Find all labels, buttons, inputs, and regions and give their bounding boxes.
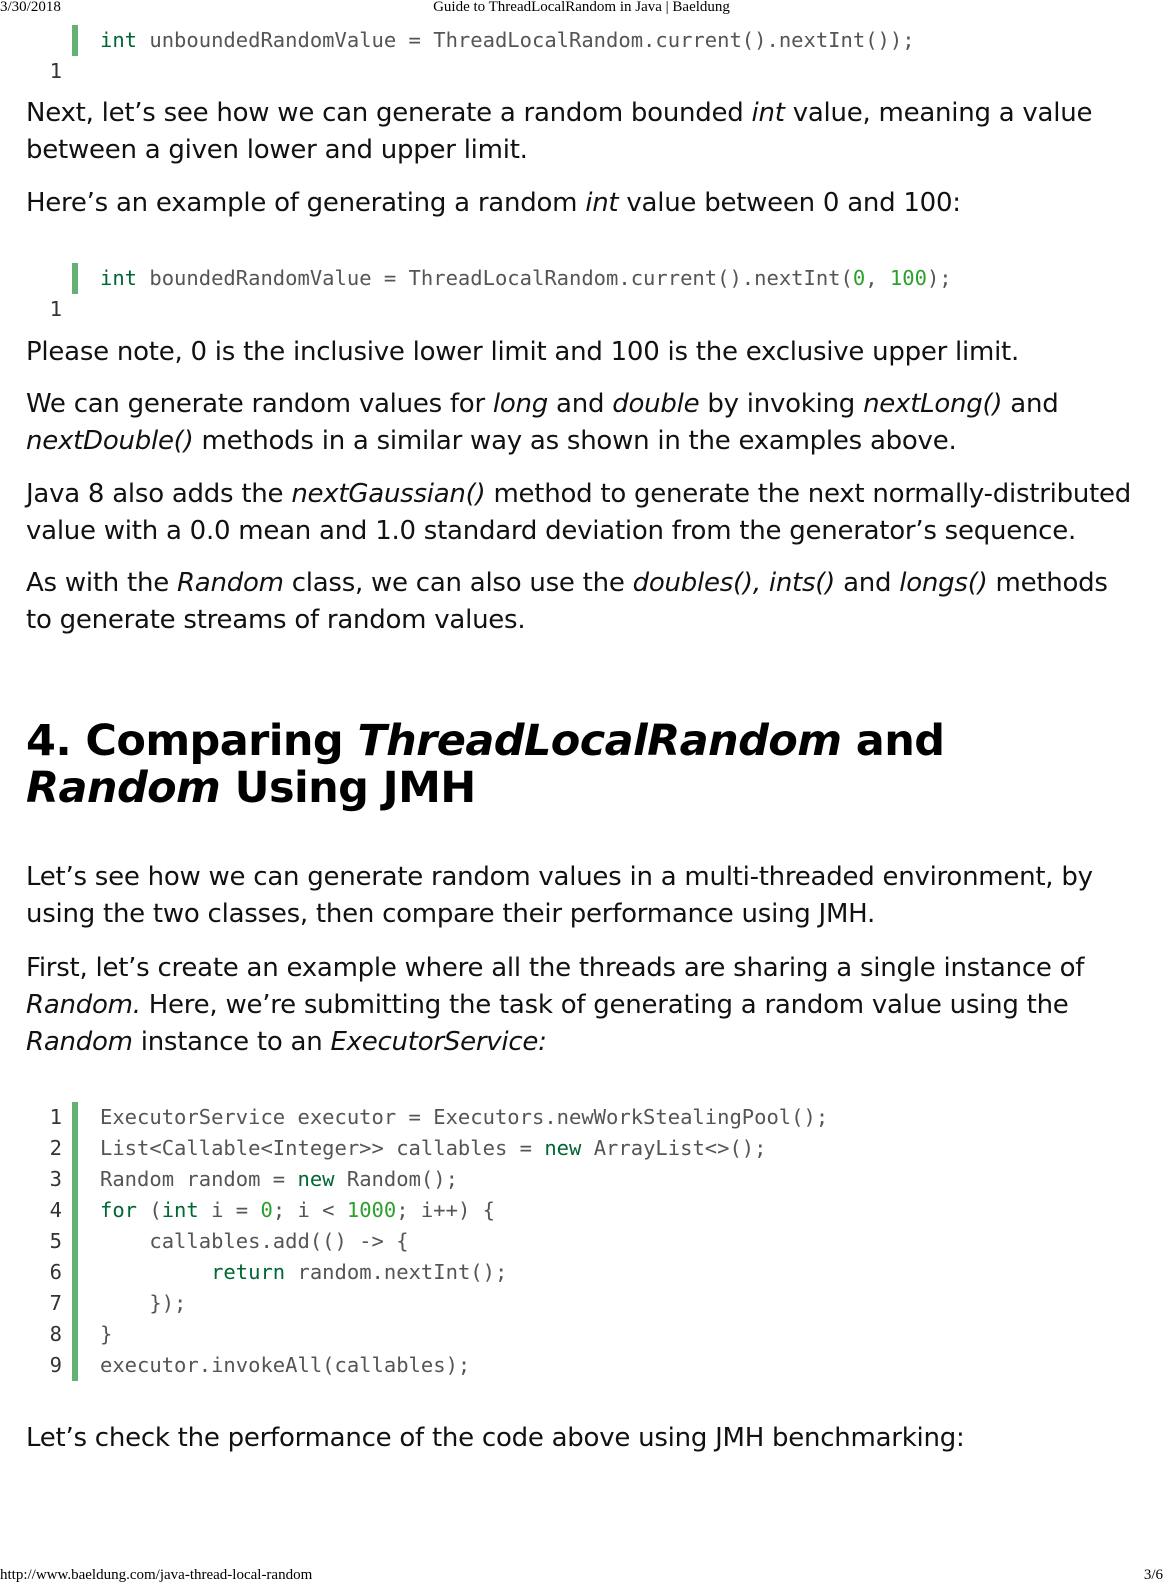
code-gutter-bar [72,1226,78,1257]
emphasis-text: Random [26,1027,133,1057]
code-text [100,1164,458,1195]
text-run: and [1002,389,1059,419]
code-number: 0 [260,1198,273,1222]
print-date: 3/30/2018 [0,0,61,15]
code-gutter-bar [72,1133,78,1164]
line-number: 1 [49,297,62,321]
paragraph-limits-note [26,334,1136,371]
code-token: List<Callable<Integer>> callables = [100,1136,545,1160]
code-gutter-bar [72,1288,78,1319]
text-run: methods in a similar way as shown in the examples above. [193,426,957,456]
code-line [26,1164,1136,1195]
code-block-bounded [26,263,1136,321]
code-token: executor.invokeAll(callables); [100,1353,471,1377]
line-number: 2 [49,1136,62,1160]
text-run: Let’s check the performance of the code above using JMH benchmarking: [26,1423,965,1453]
line-number: 1 [49,59,62,83]
code-line [26,263,1136,321]
text-run: Next, let’s see how we can generate a random bounded [26,98,752,128]
code-number: 100 [889,266,927,290]
emphasis-text: long [492,389,549,419]
code-token: Random(); [334,1167,458,1191]
paragraph-streams [26,565,1136,639]
code-gutter-bar [72,1350,78,1381]
code-token: ; i++) { [396,1198,495,1222]
code-keyword: int [100,28,138,52]
code-gutter-bar [72,1257,78,1288]
paragraph-multithreaded [26,859,1136,933]
text-run: method to generate the next normally-distributed value with a 0.0 mean and 1.0 standard deviation from the generator’s sequence. [26,479,1132,546]
code-keyword: for [100,1198,138,1222]
code-gutter-bar [72,263,78,294]
code-line [26,1319,1136,1350]
emphasis-text: ThreadLocalRandom [357,716,842,766]
emphasis-text: nextDouble() [26,426,194,456]
print-footer [0,1566,1163,1584]
line-number: 9 [49,1353,62,1377]
code-text [100,1133,767,1164]
code-line [26,1226,1136,1257]
text-run: Here, we’re submitting the task of generating a random value using the [140,990,1069,1020]
code-line [26,1350,1136,1381]
code-token: Random random = [100,1167,298,1191]
code-block-executor [26,1102,1136,1381]
text-run: by invoking [699,389,864,419]
code-gutter-bar [72,1102,78,1133]
text-run: value between 0 and 100: [618,188,961,218]
text-run: Java 8 also adds the [26,479,292,509]
code-token: }); [100,1291,187,1315]
emphasis-text: nextGaussian() [291,479,486,509]
print-header [0,0,1163,16]
code-token: boundedRandomValue = ThreadLocalRandom.current().nextInt( [137,266,853,290]
text-run: instance to an [132,1027,331,1057]
code-token: ArrayList<>(); [581,1136,767,1160]
text-run: Using JMH [220,763,476,813]
emphasis-text: double [612,389,700,419]
text-run: Please note, 0 is the inclusive lower limit and 100 is the exclusive upper limit. [26,337,1020,367]
code-text [100,1288,186,1319]
code-keyword: return [211,1260,286,1284]
emphasis-text: Random. [26,990,141,1020]
text-run: Here’s an example of generating a random [26,188,586,218]
emphasis-text: doubles(), ints() [632,568,836,598]
code-gutter-bar [72,25,78,56]
line-number: 1 [49,1105,62,1129]
code-token: ( [137,1198,162,1222]
paragraph-bounded-intro [26,95,1136,169]
code-token: ExecutorService executor = Executors.newWorkStealingPool(); [100,1105,829,1129]
code-line [26,1102,1136,1133]
emphasis-text: ExecutorService: [330,1027,547,1057]
code-text [100,25,915,56]
section-heading-comparing [26,718,1136,812]
line-number: 8 [49,1322,62,1346]
code-keyword: int [100,266,138,290]
code-text [100,1257,507,1288]
code-token: ; i < [272,1198,347,1222]
line-number: 4 [49,1198,62,1222]
code-text [100,1195,495,1226]
paragraph-shared-random [26,950,1136,1061]
code-text [100,1319,112,1350]
line-number: 5 [49,1229,62,1253]
code-block-unbounded [26,25,1136,83]
emphasis-text: Random [26,763,221,813]
text-run: and [841,716,945,766]
code-token: } [100,1322,113,1346]
code-line [26,1195,1136,1226]
text-run: As with the [26,568,177,598]
text-run: First, let’s create an example where all the threads are sharing a single instance of [26,953,1085,983]
code-token: random.nextInt(); [285,1260,508,1284]
text-run: and [835,568,900,598]
text-run: and [548,389,613,419]
code-keyword: int [161,1198,199,1222]
code-token: i = [198,1198,261,1222]
code-token [100,1260,211,1284]
text-run: 4. Comparing [26,716,358,766]
code-text [100,263,952,294]
emphasis-text: int [751,98,785,128]
line-number: 3 [49,1167,62,1191]
code-text [100,1102,828,1133]
line-number: 7 [49,1291,62,1315]
print-url: http://www.baeldung.com/java-thread-local-random [0,1567,313,1583]
code-token: ); [926,266,952,290]
code-line [26,1257,1136,1288]
code-number: 0 [852,266,866,290]
code-gutter-bar [72,1195,78,1226]
emphasis-text: longs() [899,568,988,598]
text-run: We can generate random values for [26,389,493,419]
text-run: value, meaning a value between a given lower and upper limit. [26,98,1093,165]
code-token: callables.add(() -> { [100,1229,409,1253]
code-line [26,1288,1136,1319]
text-run: Let’s see how we can generate random values in a multi-threaded environment, by using the two classes, then compare their performance using JMH. [26,862,1093,929]
print-page-title: Guide to ThreadLocalRandom in Java | Baeldung [433,0,730,15]
emphasis-text: Random [176,568,284,598]
code-gutter-bar [72,1164,78,1195]
line-number: 6 [49,1260,62,1284]
code-gutter-bar [72,1319,78,1350]
code-line [26,1133,1136,1164]
emphasis-text: nextLong() [863,389,1003,419]
code-text [100,1226,409,1257]
code-line [26,25,1136,83]
code-keyword: new [297,1167,335,1191]
print-page-number: 3/6 [1143,1567,1163,1583]
code-keyword: new [544,1136,582,1160]
paragraph-jmh-check [26,1420,1136,1457]
code-text [100,1350,470,1381]
text-run: class, we can also use the [283,568,633,598]
paragraph-gaussian [26,476,1136,550]
code-token: unboundedRandomValue = ThreadLocalRandom.current().nextInt()); [137,28,915,52]
code-token: , [865,266,890,290]
paragraph-long-double [26,386,1136,460]
emphasis-text: int [585,188,619,218]
code-number: 1000 [346,1198,397,1222]
paragraph-bounded-example [26,185,1136,222]
text-run: methods to generate streams of random values. [26,568,1108,635]
